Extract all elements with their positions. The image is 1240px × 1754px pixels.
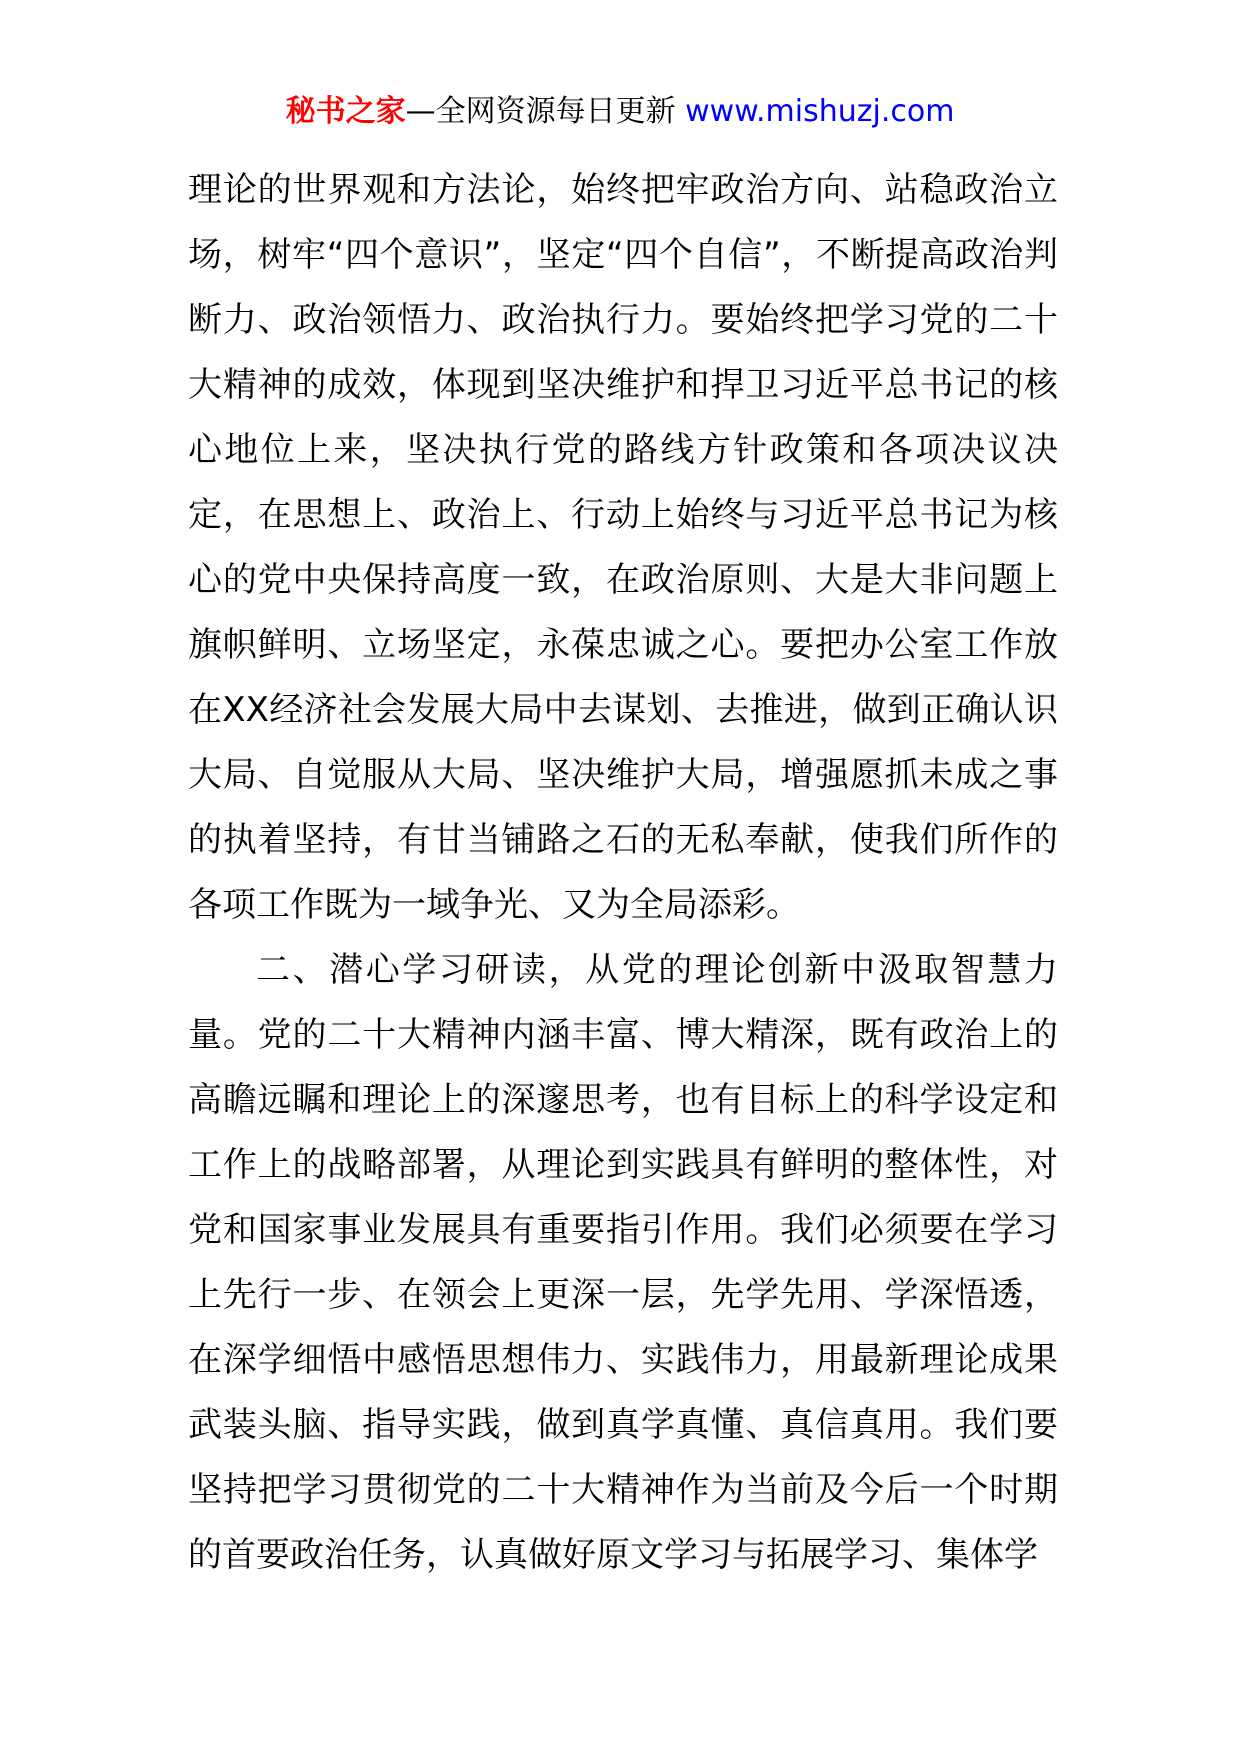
document-body bbox=[188, 158, 1058, 1588]
paragraph-section-two: 二、潜心学习研读，从党的理论创新中汲取智慧力量。党的二十大精神内涵丰富、博大精深，既有政治上的高瞻远瞩和理论上的深邃思考，也有目标上的科学设定和工作上的战略部署，从理论到实践具有鲜明的整体性，对党和国家事业发展具有重要指引作用。我们必须要在学习上先行一步、在领会上更深一层，先学先用、学深悟透，在深学细悟中感悟思想伟力、实践伟力，用最新理论成果武装头脑、指导实践，做到真学真懂、真信真用。我们要坚持把学习贯彻党的二十大精神作为当前及今后一个时期的首要政治任务，认真做好原文学习与拓展学习、集体学 bbox=[188, 950, 1058, 1575]
site-header bbox=[0, 92, 1240, 132]
paragraph-continuation: 理论的世界观和方法论，始终把牢政治方向、站稳政治立场，树牢“四个意识”，坚定“四个自信”，不断提高政治判断力、政治领悟力、政治执行力。要始终把学习党的二十大精神的成效，体现到坚决维护和捍卫习近平总书记的核心地位上来，坚决执行党的路线方针政策和各项决议决定，在思想上、政治上、行动上始终与习近平总书记为核心的党中央保持高度一致，在政治原则、大是大非问题上旗帜鲜明、立场坚定，永葆忠诚之心。要把办公室工作放在XX经济社会发展大局中去谋划、去推进，做到正确认识大局、自觉服从大局、坚决维护大局，增强愿抓未成之事的执着坚持，有甘当铺路之石的无私奉献，使我们所作的各项工作既为一域争光、又为全局添彩。 bbox=[188, 170, 1058, 925]
site-url-link[interactable]: www.mishuzj.com bbox=[685, 94, 955, 129]
site-tagline: —全网资源每日更新 bbox=[405, 94, 686, 129]
site-brand: 秘书之家 bbox=[285, 94, 406, 129]
